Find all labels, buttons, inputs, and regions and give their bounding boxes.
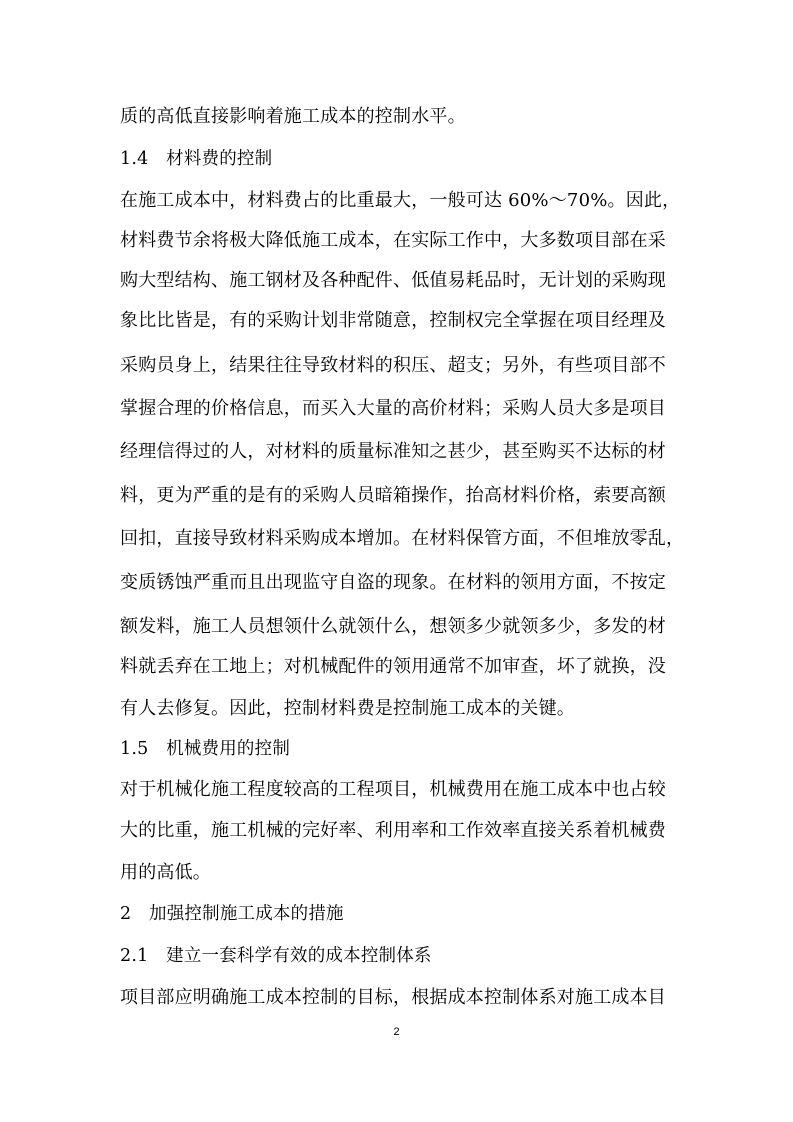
- paragraph-line: 额发料，施工人员想领什么就领什么，想领多少就领多少，多发的材: [120, 616, 666, 637]
- paragraph-line: 料就丢弃在工地上；对机械配件的领用通常不加审查，坏了就换，没: [120, 656, 666, 677]
- paragraph-line: 对于机械化施工程度较高的工程项目，机械费用在施工成本中也占较: [120, 779, 666, 800]
- paragraph-line: 质的高低直接影响着施工成本的控制水平。: [120, 106, 466, 127]
- section-heading-2-1: 2.1 建立一套科学有效的成本控制体系: [120, 946, 432, 966]
- paragraph-line: 购大型结构、施工钢材及各种配件、低值易耗品时，无计划的采购现: [120, 270, 666, 291]
- paragraph-line: 经理信得过的人，对材料的质量标准知之甚少，甚至购买不达标的材: [120, 441, 666, 462]
- paragraph-line: 料，更为严重的是有的采购人员暗箱操作，抬高材料价格，索要高额: [120, 485, 666, 506]
- paragraph-line: 掌握合理的价格信息，而买入大量的高价材料；采购人员大多是项目: [120, 398, 666, 419]
- paragraph-line: 材料费节余将极大降低施工成本，在实际工作中，大多数项目部在采: [120, 230, 666, 251]
- paragraph-line: 有人去修复。因此，控制材料费是控制施工成本的关键。: [120, 698, 575, 719]
- paragraph-line: 象比比皆是，有的采购计划非常随意，控制权完全掌握在项目经理及: [120, 310, 666, 331]
- page-number: 2: [393, 1026, 400, 1038]
- paragraph-line: 大的比重，施工机械的完好率、利用率和工作效率直接关系着机械费: [120, 820, 666, 841]
- section-heading-2: 2 加强控制施工成本的措施: [120, 904, 344, 924]
- paragraph-line: 回扣，直接导致材料采购成本增加。在材料保管方面，不但堆放零乱，: [120, 528, 685, 549]
- paragraph-line: 用的高低。: [120, 862, 211, 883]
- paragraph-line: 在施工成本中，材料费占的比重最大，一般可达 60%～70%。因此，: [120, 190, 681, 211]
- section-heading-1-5: 1.5 机械费用的控制: [120, 739, 291, 759]
- paragraph-line: 变质锈蚀严重而且出现监守自盗的现象。在材料的领用方面，不按定: [120, 572, 666, 593]
- paragraph-line: 采购员身上，结果往往导致材料的积压、超支；另外，有些项目部不: [120, 355, 666, 376]
- section-heading-1-4: 1.4 材料费的控制: [120, 149, 273, 169]
- paragraph-line: 项目部应明确施工成本控制的目标，根据成本控制体系对施工成本目: [120, 987, 666, 1008]
